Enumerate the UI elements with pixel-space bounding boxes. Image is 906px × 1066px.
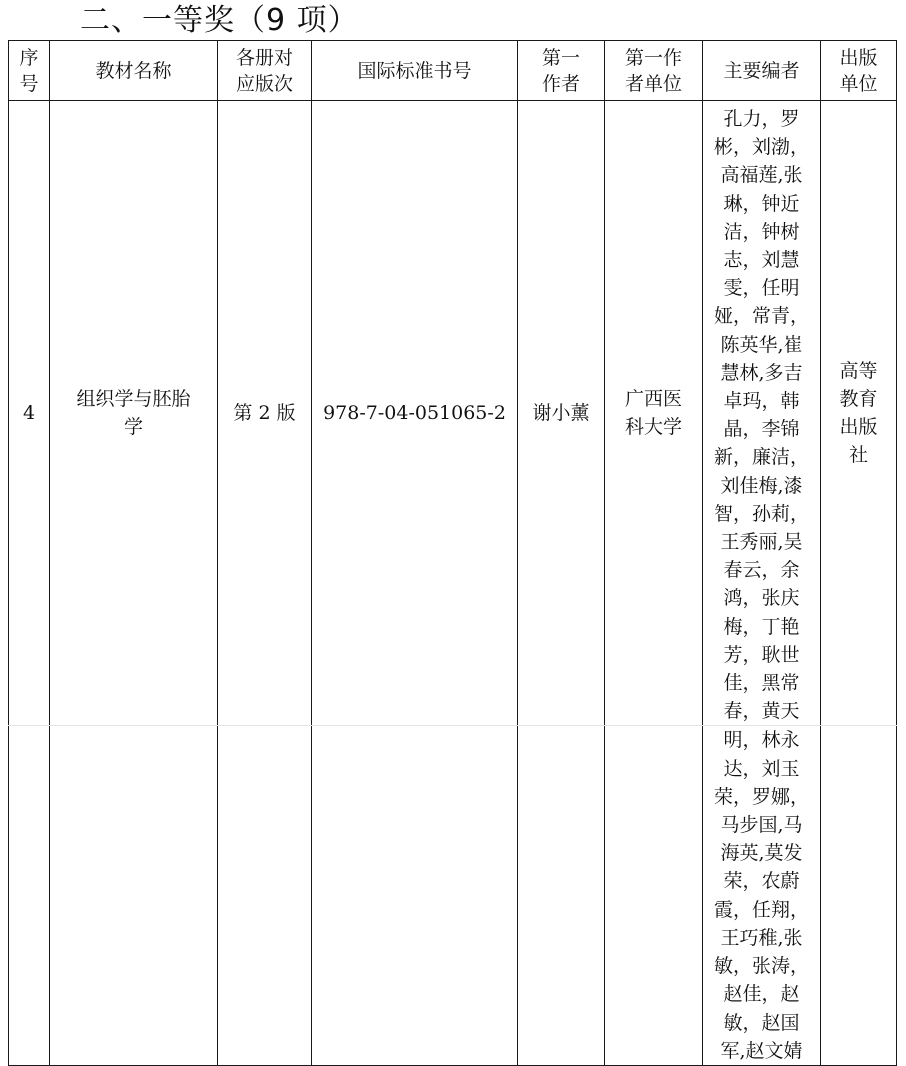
editor-line: 王巧稚,张 [720, 926, 803, 949]
editor-line: 刘佳梅,漆 [720, 474, 803, 497]
editor-line: 新，廉洁， [713, 446, 809, 469]
cell-edition: 第 2 版 [218, 101, 312, 726]
editor-line: 洁，钟树 [723, 220, 800, 243]
header-isbn: 国际标准书号 [312, 41, 518, 101]
cell-isbn: 978-7-04-051065-2 [312, 101, 518, 726]
editor-line: 琳，钟近 [723, 192, 800, 215]
editor-line: 霞，任翔， [713, 898, 809, 921]
editor-line: 佳，黑常 [723, 672, 800, 695]
editor-line: 春，黄天 [723, 700, 800, 723]
cell-first-author: 谢小薰 [518, 101, 605, 726]
editor-line: 马步国,马 [720, 814, 803, 837]
header-index: 序 号 [9, 41, 50, 101]
cell-editors-continued [703, 726, 821, 1065]
header-editors: 主要编者 [703, 41, 821, 101]
header-edition: 各册对 应版次 [218, 41, 312, 101]
editor-line: 雯，任明 [723, 277, 800, 300]
editor-line: 军,赵文婧 [720, 1039, 803, 1062]
cell-publisher: 高等 教育 出版 社 [821, 101, 897, 726]
editor-line: 荣，罗娜， [713, 785, 809, 808]
editor-line: 高福莲,张 [720, 164, 803, 187]
editor-line: 娅，常青， [713, 305, 809, 328]
editor-line: 鸿，张庆 [723, 587, 800, 610]
editor-line: 芳，耿世 [723, 643, 800, 666]
cell-edition-continued [218, 726, 312, 1065]
cell-title-continued [50, 726, 218, 1065]
editor-line: 志，刘慧 [723, 249, 800, 272]
editor-line: 赵佳，赵 [723, 983, 800, 1006]
editor-line: 荣，农蔚 [723, 870, 800, 893]
cell-affiliation: 广西医 科大学 [605, 101, 703, 726]
header-publisher: 出版 单位 [821, 41, 897, 101]
cell-title: 组织学与胚胎 学 [50, 101, 218, 726]
editor-line: 卓玛，韩 [723, 390, 800, 413]
table-row [9, 101, 897, 726]
editor-line: 智，孙莉， [713, 502, 809, 525]
editor-line: 陈英华,崔 [720, 333, 803, 356]
section-heading: 二、一等奖（9 项） [80, 3, 359, 38]
cell-first-author-continued [518, 726, 605, 1065]
cell-publisher-continued [821, 726, 897, 1065]
award-table [8, 40, 897, 1066]
cell-isbn-continued [312, 726, 518, 1065]
header-affiliation: 第一作 者单位 [605, 41, 703, 101]
editor-line: 梅，丁艳 [723, 615, 800, 638]
editor-line: 慧林,多吉 [720, 361, 803, 384]
editor-line: 王秀丽,吴 [720, 531, 803, 554]
editor-line: 孔力，罗 [723, 108, 800, 130]
editor-line: 敏，赵国 [723, 1011, 800, 1034]
cell-index: 4 [9, 101, 50, 726]
cell-index-continued [9, 726, 50, 1065]
cell-editors [703, 101, 821, 726]
editor-line: 达，刘玉 [723, 757, 800, 780]
header-first-author: 第一 作者 [518, 41, 605, 101]
table-row-continued [9, 726, 897, 1065]
editor-line: 明，林永 [723, 729, 800, 752]
editor-line: 春云，余 [723, 559, 800, 582]
table-header-row [9, 41, 897, 101]
editor-line: 海英,莫发 [720, 842, 803, 865]
editor-line: 晶，李锦 [723, 418, 800, 441]
header-title: 教材名称 [50, 41, 218, 101]
cell-affiliation-continued [605, 726, 703, 1065]
editor-line: 敏，张涛， [713, 955, 809, 978]
editor-line: 彬，刘渤， [713, 136, 809, 159]
